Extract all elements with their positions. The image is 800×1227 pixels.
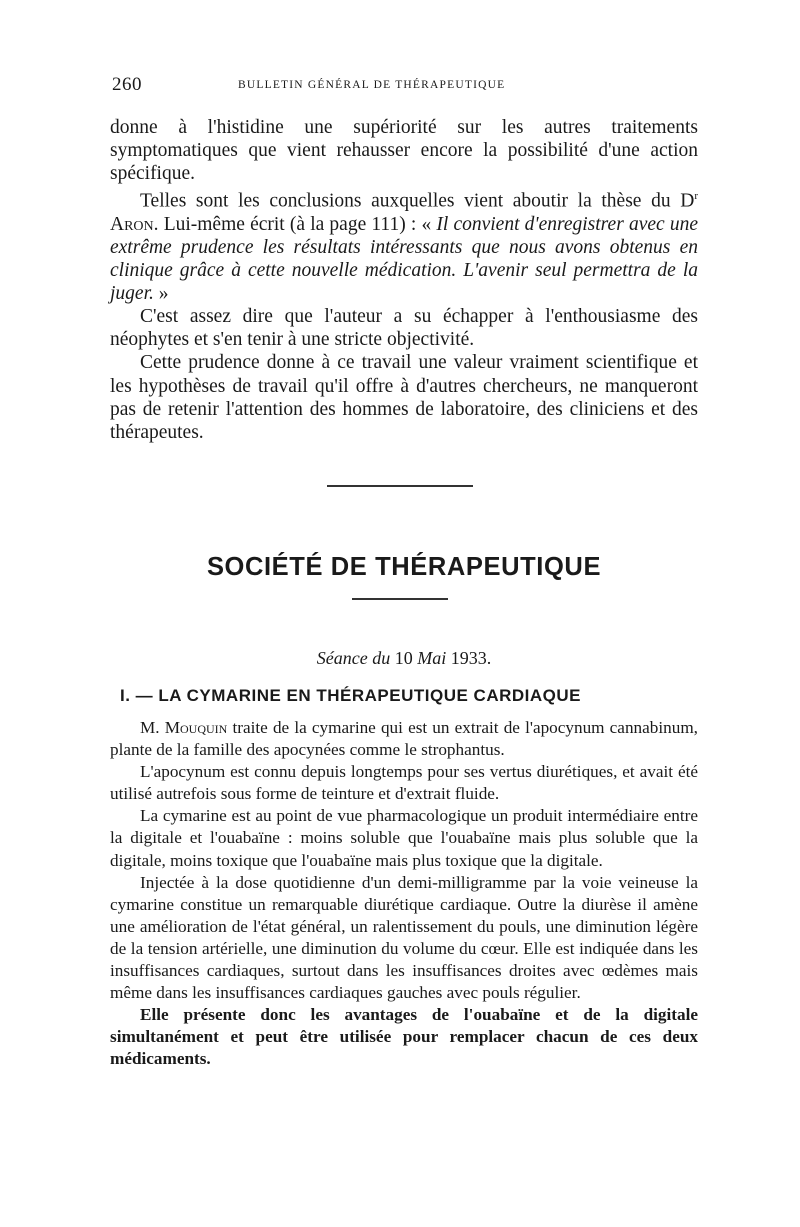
dr-superscript: r [694,190,698,203]
body-paragraph-4: Injectée à la dose quotidienne d'un demi-milligramme par la voie veineuse la cymarine constitue un remarquable diurétique cardiaque. Outre la diurèse il amène une amélioration de l'état général, un ralentissement du pouls, une diminution légère de la tension artérielle, une diminution du volume du cœur. Elle est indiquée dans les insuffisances cardiaques, surtout dans les insuffisances droites avec œdèmes mais même dans les insuffisances cardiaques gauches avec pouls régulier. [110,872,698,1003]
body-p1-lead: M. [140,718,165,737]
author-name: Aron [110,213,154,235]
intro-p2-lead: Telles sont les conclusions auxquelles vient aboutir la thèse du D [140,190,695,212]
author-quote: Il convient d'enregistrer avec une extrême prudence les résultats intéressants que nous avons obtenus en clinique grâce à cette nouvelle médication. L'avenir seul permettra de la juger. [110,213,698,305]
body-paragraph-3: La cymarine est au point de vue pharmacologique un produit intermédiaire entre la digitale et l'ouabaïne : moins soluble que l'ouabaïne mais plus soluble que la digitale, moins toxique que l'ouabaïne mais plus toxique que la digitale. [110,806,698,870]
intro-paragraph-4: Cette prudence donne à ce travail une valeur vraiment scientifique et les hypothèses de travail qu'il offre à d'autres chercheurs, ne manqueront pas de retenir l'attention des hommes de laboratoire, des cliniciens et des thérapeutes. [110,352,698,443]
section-divider [327,485,473,487]
body-paragraph-5: Elle présente donc les avantages de l'ouabaïne et de la digitale simultanément et peut être utilisée pour remplacer chacun de ces deux médicaments. [110,1005,698,1069]
journal-title: BULLETIN GÉNÉRAL DE THÉRAPEUTIQUE [238,79,506,91]
page-number: 260 [112,74,142,95]
session-day: 10 [394,648,413,668]
body-paragraph-2: L'apocynum est connu depuis longtemps pour ses vertus diurétiques, et avait été utilisé autrefois sous forme de teinture et d'extrait fluide. [110,762,698,804]
session-prefix: Séance du [316,648,395,668]
intro-paragraph-2 [110,185,698,305]
body-text [110,717,698,1071]
body-paragraph-1 [110,717,698,761]
running-head [112,74,698,96]
session-suffix: . [486,648,492,668]
intro-paragraph-3: C'est assez dire que l'auteur a su échapper à l'enthousiasme des néophytes et s'en tenir à une stricte objectivité. [110,306,698,351]
intro-text [110,116,698,444]
intro-p2-end: » [153,283,169,305]
body-p1-rest: traite de la cymarine qui est un extrait de l'apocynum cannabinum, plante de la famille des apocynées comme le strophantus. [110,718,698,760]
item-title: I. — LA CYMARINE EN THÉRAPEUTIQUE CARDIAQUE [120,686,582,705]
intro-paragraph-1: donne à l'histidine une supériorité sur les autres traitements symptomatiques que vient rehausser encore la possibilité d'une action spécifique. [110,117,698,185]
section-title: SOCIÉTÉ DE THÉRAPEUTIQUE [206,553,602,581]
intro-p2-mid: . Lui-même écrit (à la page 111) : « [153,213,437,235]
session-month: Mai [412,648,451,668]
session-date [110,648,698,669]
session-year: 1933 [450,648,487,668]
speaker-name: Mouquin [164,718,228,737]
title-underline [352,598,448,600]
